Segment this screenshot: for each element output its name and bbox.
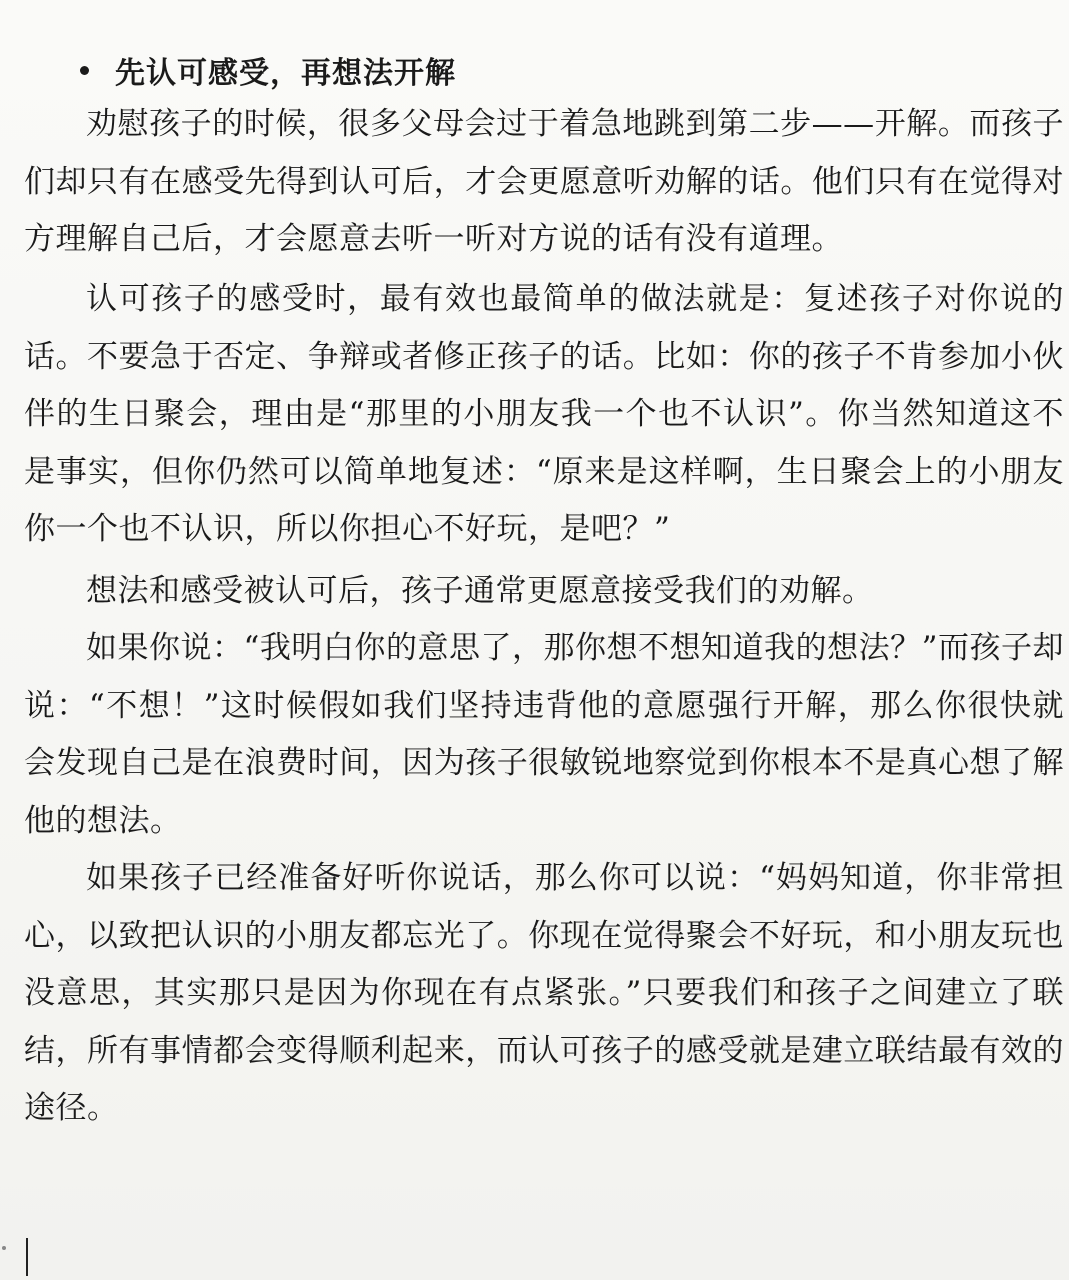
- paragraph-3: 想法和感受被认可后，孩子通常更愿意接受我们的劝解。: [86, 573, 874, 609]
- section-heading: [78, 46, 456, 94]
- paragraph-4: 如果你说：“我明白你的意思了，那你想不想知道我的想法？”而孩子却说：“不想！”这时候假如我们坚持违背他的意愿强行开解，那么你很快就会发现自己是在浪费时间，因为孩子很敏锐地察觉到你根本不是真心想了解他的想法。: [24, 630, 1064, 839]
- paragraph-2: 认可孩子的感受时，最有效也最简单的做法就是：复述孩子对你说的话。不要急于否定、争辩或者修正孩子的话。比如：你的孩子不肯参加小伙伴的生日聚会，理由是“那里的小朋友我一个也不认识”。你当然知道这不是事实，但你仍然可以简单地复述：“原来是这样啊，生日聚会上的小朋友你一个也不认识，所以你担心不好玩，是吧？”: [24, 281, 1064, 547]
- section-heading-text: 先认可感受，再想法开解: [115, 56, 456, 91]
- page-edge-mark: [26, 1238, 28, 1276]
- scan-artifact-dot: [2, 1246, 6, 1250]
- bullet-icon: [80, 66, 89, 75]
- paragraph-1: 劝慰孩子的时候，很多父母会过于着急地跳到第二步——开解。而孩子们却只有在感受先得到认可后，才会更愿意听劝解的话。他们只有在觉得对方理解自己后，才会愿意去听一听对方说的话有没有道理。: [24, 106, 1064, 257]
- paragraph-5: 如果孩子已经准备好听你说话，那么你可以说：“妈妈知道，你非常担心，以致把认识的小朋友都忘光了。你现在觉得聚会不好玩，和小朋友玩也没意思，其实那只是因为你现在有点紧张。”只要我们和孩子之间建立了联结，所有事情都会变得顺利起来，而认可孩子的感受就是建立联结最有效的途径。: [24, 860, 1064, 1126]
